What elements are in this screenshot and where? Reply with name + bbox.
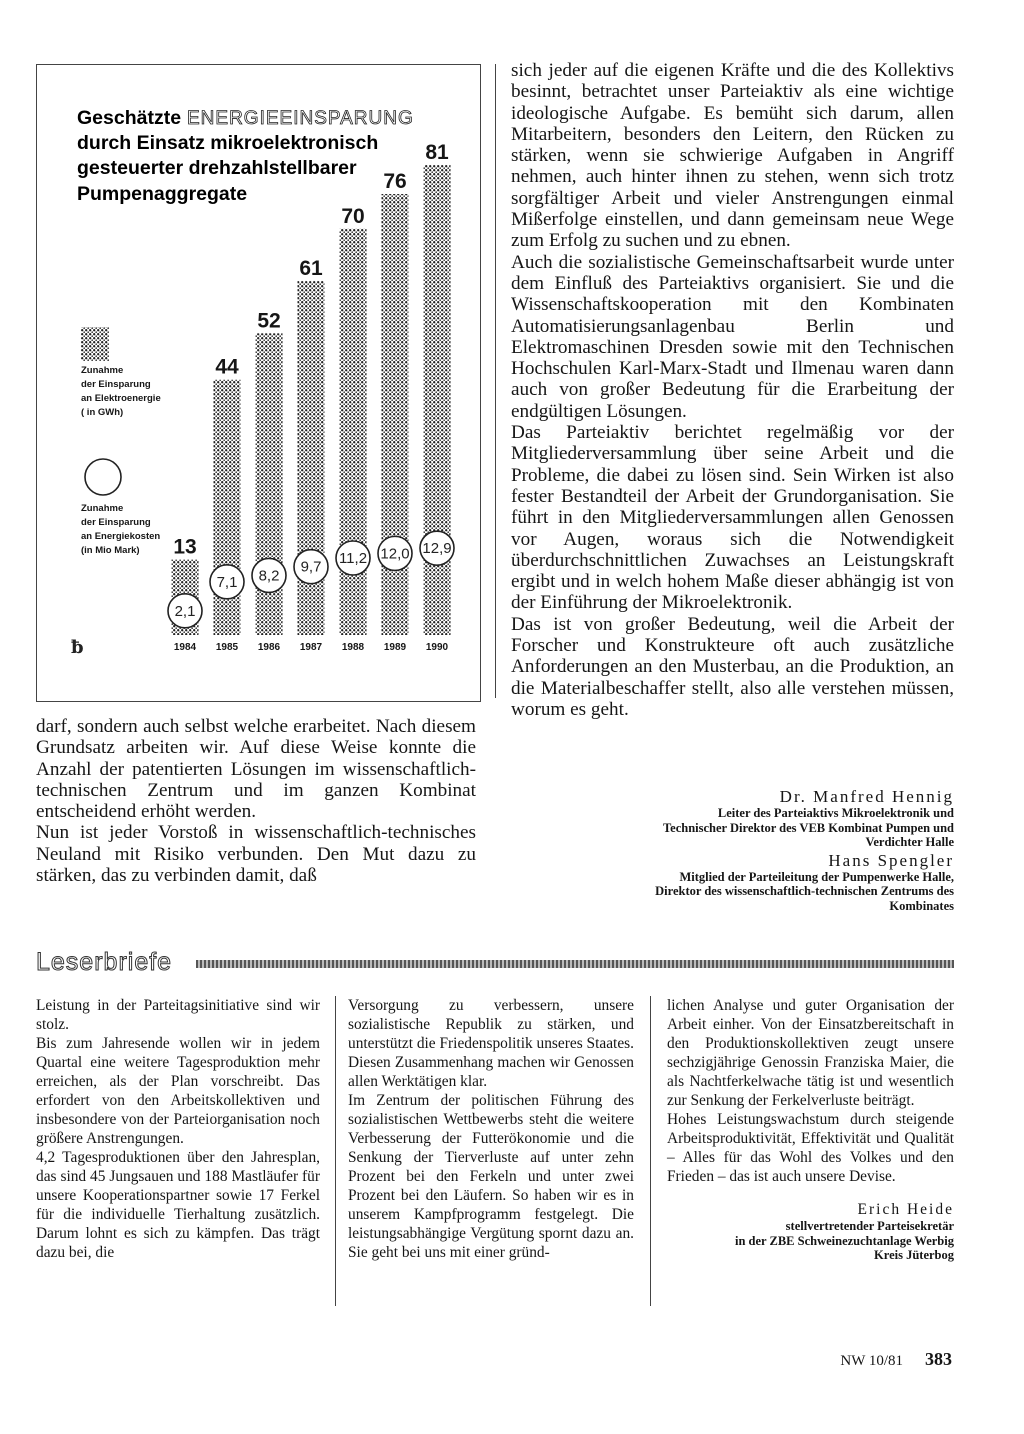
legend-bar-line2: der Einsparung [81, 379, 151, 390]
bar-value-label-1988: 70 [341, 204, 365, 228]
signature-role-line: Mitglied der Parteileitung der Pumpenwerke Halle, [679, 869, 954, 884]
letters-column-2 [348, 996, 634, 1262]
article-col1-paragraph: darf, sondern auch selbst welche erarbeitet. Nach diesem Grundsatz arbeiten wir. Auf diese Weise konnte die Anzahl der patentierten Lösungen im wissenschaftlich-technischen Zentrum und im ganzen Kombinat entscheidend erhöht werden. [36, 716, 476, 823]
article-column-1 [36, 716, 476, 886]
bar-value-label-1987: 61 [299, 257, 323, 281]
cost-value-label-1985: 7,1 [216, 573, 238, 591]
legend-circle-line3: an Energiekosten [81, 531, 161, 542]
bars-layer [168, 141, 454, 653]
legend-dotted-swatch [81, 327, 109, 361]
signature-name: Dr. Manfred Hennig [779, 787, 954, 806]
letters-divider [650, 996, 651, 1306]
signature-role-line: Technischer Direktor des VEB Kombinat Pumpen und [662, 820, 954, 835]
letters-col3-paragraph: Hohes Leistungswachstum durch steigende Arbeitsproduktivität, Effektivität und Qualität – Alles für das Wohl des Volkes und den Frieden – das ist auch unsere Devise. [667, 1111, 954, 1185]
chart-title-line3: gesteuerter drehzahlstellbarer [77, 157, 357, 179]
chart-title-line1: Geschätzte [77, 107, 182, 129]
year-label-1984: 1984 [173, 642, 197, 653]
year-label-1988: 1988 [341, 642, 365, 653]
legend-bar-line4: ( in GWh) [81, 407, 124, 418]
signature-role-line: Leiter des Parteiaktivs Mikroelektronik und [717, 806, 954, 820]
legend-circle-line2: der Einsparung [81, 517, 151, 528]
signature-role-line: Kombinates [889, 898, 954, 913]
article-col2-paragraph: Das Parteiaktiv berichtet regelmäßig vor der Mitgliederversammlung über seine Arbeit und die Probleme, die dabei zu lösen sind. Sein Wirken ist also fester Bestandteil der Arbeit der Grundorganisation. Sie führt in den Mitgliederversammlungen allen Genossen vor Augen, woraus sich die Notwendigkeit überdurchschnittlichen Zuwachses an Leistungskraft ergibt und in welch hohem Maße dieser abhängig ist von der Einführung der Mikroelektronik. [511, 422, 954, 614]
legend-bar-line1: Zunahme [81, 365, 124, 376]
legend-circle-line1: Zunahme [81, 503, 124, 514]
letters-divider [335, 996, 336, 1306]
letters-col1-paragraph: Leistung in der Parteitagsinitiative sind wir stolz. [36, 997, 320, 1033]
letters-col2-paragraph: Im Zentrum der politischen Führung des sozialistischen Wettbewerbs steht die weitere Verbesserung der Futterökonomie und die Senkung der Tierverluste auf unter zehn Prozent bei den Ferkeln und unter zwei Prozent bei den Läufern. So haben wir es in unserem Kampfprogramm festgelegt. Die leistungsabhängige Vergütung spornt dazu an. Sie geht bei uns mit einer gründ- [348, 1092, 634, 1261]
article-col2-paragraph: sich jeder auf die eigenen Kräfte und die des Kollektivs besinnt, betrachtet unser Parteiaktiv als eine wichtige ideologische Aufgabe. Es bemüht sich darum, allen Mitarbeitern, besonders den Leitern, den Rücken zu stärken, wenn sie schwierige Aufgaben in Angriff nehmen, auch hinter ihnen zu stehen, wenn sich trotz sorgfältiger Arbeit und vieler Anstrengungen einmal Mißerfolge einstellen, und dann gemeinsam neue Wege zum Erfolg zu suchen und zu ebnen. [511, 60, 954, 252]
bar-value-label-1986: 52 [257, 309, 281, 333]
year-label-1989: 1989 [383, 642, 407, 653]
article-signatures [511, 787, 954, 913]
article-col1-paragraph: Nun ist jeder Vorstoß in wissenschaftlich-technisches Neuland mit Risiko verbunden. Den Mut dazu zu stärken, das zu verbinden damit, daß [36, 822, 476, 887]
cost-value-label-1984: 2,1 [174, 602, 196, 620]
page-footer [840, 1349, 952, 1370]
bar-value-label-1985: 44 [215, 355, 239, 379]
cost-value-label-1990: 12,9 [422, 540, 452, 558]
year-label-1990: 1990 [425, 642, 449, 653]
letters-column-3 [667, 996, 954, 1263]
cost-value-label-1988: 11,2 [338, 550, 368, 568]
letters-col2-paragraph: Versorgung zu verbessern, unsere sozialistische Republik zu stärken, und unterstützt die Friedenspolitik unseres Staates. Diesen Zusammenhang machen wir Genossen allen Werktätigen klar. [348, 997, 634, 1090]
cost-value-label-1986: 8,2 [258, 567, 280, 585]
year-label-1986: 1986 [257, 642, 281, 653]
section-heading-leserbriefe: Leserbriefe [36, 948, 173, 976]
bar-value-label-1984: 13 [173, 535, 197, 559]
legend-bar-line3: an Elektroenergie [81, 393, 161, 404]
cost-value-label-1987: 9,7 [300, 558, 322, 576]
chart-svg [37, 65, 480, 701]
chart-title-emphasis: ENERGIEEINSPARUNG [187, 108, 414, 129]
letters-col1-paragraph: 4,2 Tagesproduktionen über den Jahresplan, das sind 45 Jungsauen und 188 Mastläufer für unsere Kooperationspartner sowie 17 Ferkel für die individuelle Tierhaltung zusätzlich. Darum lohnt es sich zu kämpfen. Das trägt dazu bei, die [36, 1149, 320, 1261]
letters-col3-paragraph: lichen Analyse und guter Organisation der Arbeit einher. Von der Einsatzbereitschaft in den Produktionskollektiven zeugt unsere sechzigjährige Genossin Franziska Maier, die als Nachtferkelwache tätig ist und wesentlich zur Senkung der Ferkelverluste beiträgt. [667, 997, 954, 1109]
cost-value-label-1989: 12,0 [380, 545, 410, 563]
year-label-1987: 1987 [299, 642, 323, 653]
section-heading-rule [196, 960, 954, 968]
article-column-2 [511, 60, 954, 720]
legend-circle-line4: (in Mio Mark) [81, 545, 140, 556]
legend-circle-swatch [85, 459, 121, 495]
signature-role-line: Direktor des wissenschaftlich-technischen Zentrums des [655, 884, 954, 898]
signature-name: Hans Spengler [828, 850, 954, 870]
page-number: 383 [925, 1349, 952, 1369]
letters-column-1 [36, 996, 320, 1262]
letter-signature-role: Kreis Jüterbog [874, 1248, 954, 1262]
letter-signature-role: in der ZBE Schweinezuchtanlage Werbig [734, 1233, 954, 1248]
year-label-1985: 1985 [215, 642, 239, 653]
signature-role-line: Verdichter Halle [865, 835, 954, 849]
chart-title-line4: Pumpenaggregate [77, 183, 248, 205]
bar-value-label-1990: 81 [425, 141, 449, 164]
bar-value-label-1989: 76 [383, 170, 407, 194]
article-col2-paragraph: Auch die sozialistische Gemeinschaftsarbeit wurde unter dem Einfluß des Parteiaktivs organisiert. Sie und die Wissenschaftskooperation mit den Kombinaten Automatisierungsanlagenbau Berlin und Elektromaschinen Dresden sowie mit den Technischen Hochschulen Karl-Marx-Stadt und Ilmenau waren dann auch von großer Bedeutung für die Erarbeitung der endgültigen Lösungen. [511, 251, 954, 422]
issue-number: NW 10/81 [840, 1353, 903, 1369]
chart-corner-mark: ƀ [71, 637, 84, 658]
letters-col1-paragraph: Bis zum Jahresende wollen wir in jedem Quartal eine weitere Tagesproduktion mehr erreichen, als der Plan vorschreibt. Das erfordert von den Arbeitskollektiven und insbesondere von der Parteiorganisation noch größere Anstrengungen. [36, 1035, 320, 1147]
letter-signature-role: stellvertretender Parteisekretär [785, 1219, 954, 1233]
energy-savings-chart [36, 64, 481, 702]
article-col2-paragraph: Das ist von großer Bedeutung, weil die Arbeit der Forscher und Konstrukteure oft auch zusätzliche Anforderungen an den Musterbau, an die Produktion, an die Materialbeschaffer stellt, also alle verstehen müssen, worum es geht. [511, 613, 954, 720]
column-divider [495, 64, 496, 698]
letter-signature-name: Erich Heide [857, 1201, 954, 1218]
chart-title-line2: durch Einsatz mikroelektronisch [77, 132, 379, 154]
